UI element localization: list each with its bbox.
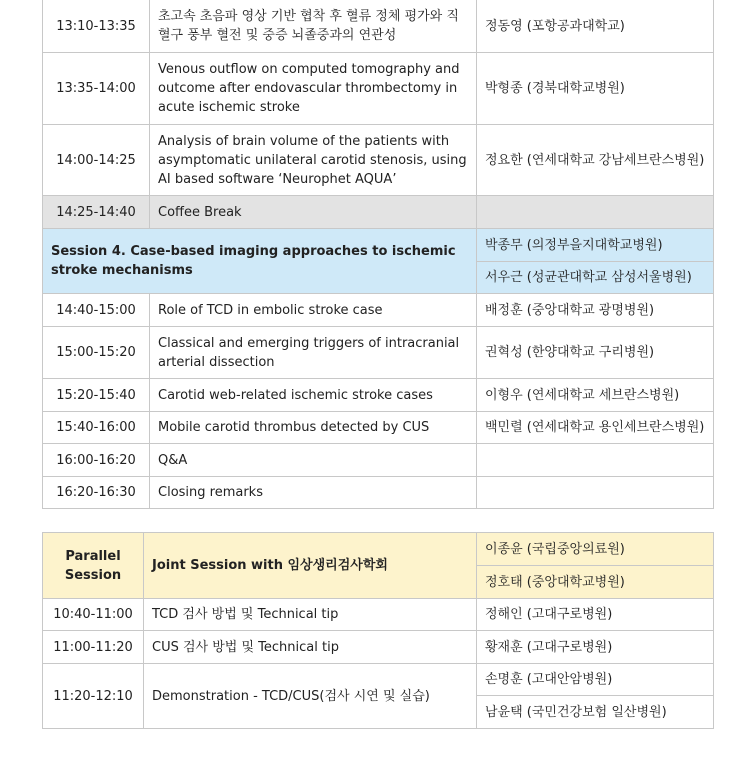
table-row bbox=[43, 125, 714, 196]
time-cell: 15:00-15:20 bbox=[43, 327, 150, 379]
table-row bbox=[43, 631, 714, 664]
speaker-cell: 남윤택 (국민건강보험 일산병원) bbox=[477, 696, 714, 729]
time-cell: 11:20-12:10 bbox=[43, 664, 144, 729]
time-cell: 15:40-16:00 bbox=[43, 412, 150, 444]
chair-cell: 서우근 (성균관대학교 삼성서울병원) bbox=[477, 262, 714, 294]
coffee-break-row bbox=[43, 196, 714, 229]
title-cell: Mobile carotid thrombus detected by CUS bbox=[150, 412, 477, 444]
table-row bbox=[43, 599, 714, 631]
title-cell: Role of TCD in embolic stroke case bbox=[150, 294, 477, 327]
speaker-cell: 정요한 (연세대학교 강남세브란스병원) bbox=[477, 125, 714, 196]
speaker-cell bbox=[477, 196, 714, 229]
title-cell: Coffee Break bbox=[150, 196, 477, 229]
table-row bbox=[43, 379, 714, 412]
title-cell: Q&A bbox=[150, 444, 477, 477]
speaker-cell: 정해인 (고대구로병원) bbox=[477, 599, 714, 631]
speaker-cell: 이형우 (연세대학교 세브란스병원) bbox=[477, 379, 714, 412]
speaker-cell: 백민렬 (연세대학교 용인세브란스병원) bbox=[477, 412, 714, 444]
program-table-main bbox=[42, 0, 714, 509]
table-row bbox=[43, 294, 714, 327]
title-cell: Carotid web-related ischemic stroke cases bbox=[150, 379, 477, 412]
time-cell: 14:00-14:25 bbox=[43, 125, 150, 196]
title-cell: Demonstration - TCD/CUS(검사 시연 및 실습) bbox=[144, 664, 477, 729]
title-cell: TCD 검사 방법 및 Technical tip bbox=[144, 599, 477, 631]
speaker-cell bbox=[477, 477, 714, 509]
table-row bbox=[43, 0, 714, 53]
time-cell: 16:00-16:20 bbox=[43, 444, 150, 477]
title-cell: CUS 검사 방법 및 Technical tip bbox=[144, 631, 477, 664]
time-cell: 16:20-16:30 bbox=[43, 477, 150, 509]
time-cell: 13:10-13:35 bbox=[43, 0, 150, 53]
speaker-cell: 권혁성 (한양대학교 구리병원) bbox=[477, 327, 714, 379]
speaker-cell: 정동영 (포항공과대학교) bbox=[477, 0, 714, 53]
title-cell: Closing remarks bbox=[150, 477, 477, 509]
table-row bbox=[43, 327, 714, 379]
time-cell: 14:25-14:40 bbox=[43, 196, 150, 229]
table-row bbox=[43, 664, 714, 696]
table-row bbox=[43, 477, 714, 509]
joint-session-title: Joint Session with 임상생리검사학회 bbox=[144, 533, 477, 599]
time-cell: 13:35-14:00 bbox=[43, 53, 150, 125]
program-table-parallel bbox=[42, 532, 714, 729]
speaker-cell: 박형종 (경북대학교병원) bbox=[477, 53, 714, 125]
parallel-session-label: Parallel Session bbox=[43, 533, 144, 599]
title-cell: Venous outflow on computed tomography and outcome after endovascular thrombectomy in acute ischemic stroke bbox=[150, 53, 477, 125]
chair-cell: 정호태 (중앙대학교병원) bbox=[477, 566, 714, 599]
speaker-cell bbox=[477, 444, 714, 477]
title-cell: Classical and emerging triggers of intracranial arterial dissection bbox=[150, 327, 477, 379]
table-row bbox=[43, 412, 714, 444]
chair-cell: 박종무 (의정부을지대학교병원) bbox=[477, 229, 714, 262]
speaker-cell: 손명훈 (고대안암병원) bbox=[477, 664, 714, 696]
table-row bbox=[43, 53, 714, 125]
session-title: Session 4. Case-based imaging approaches to ischemic stroke mechanisms bbox=[43, 229, 477, 294]
table-row bbox=[43, 444, 714, 477]
title-cell: 초고속 초음파 영상 기반 협착 후 혈류 정체 평가와 직혈구 풍부 혈전 및 중증 뇌졸중과의 연관성 bbox=[150, 0, 477, 53]
speaker-cell: 황재훈 (고대구로병원) bbox=[477, 631, 714, 664]
title-cell: Analysis of brain volume of the patients with asymptomatic unilateral carotid stenosis, using AI based software ‘Neurophet AQUA’ bbox=[150, 125, 477, 196]
session-header-row bbox=[43, 229, 714, 262]
parallel-header-row bbox=[43, 533, 714, 566]
chair-cell: 이종윤 (국립중앙의료원) bbox=[477, 533, 714, 566]
time-cell: 11:00-11:20 bbox=[43, 631, 144, 664]
time-cell: 15:20-15:40 bbox=[43, 379, 150, 412]
time-cell: 10:40-11:00 bbox=[43, 599, 144, 631]
speaker-cell: 배정훈 (중앙대학교 광명병원) bbox=[477, 294, 714, 327]
time-cell: 14:40-15:00 bbox=[43, 294, 150, 327]
